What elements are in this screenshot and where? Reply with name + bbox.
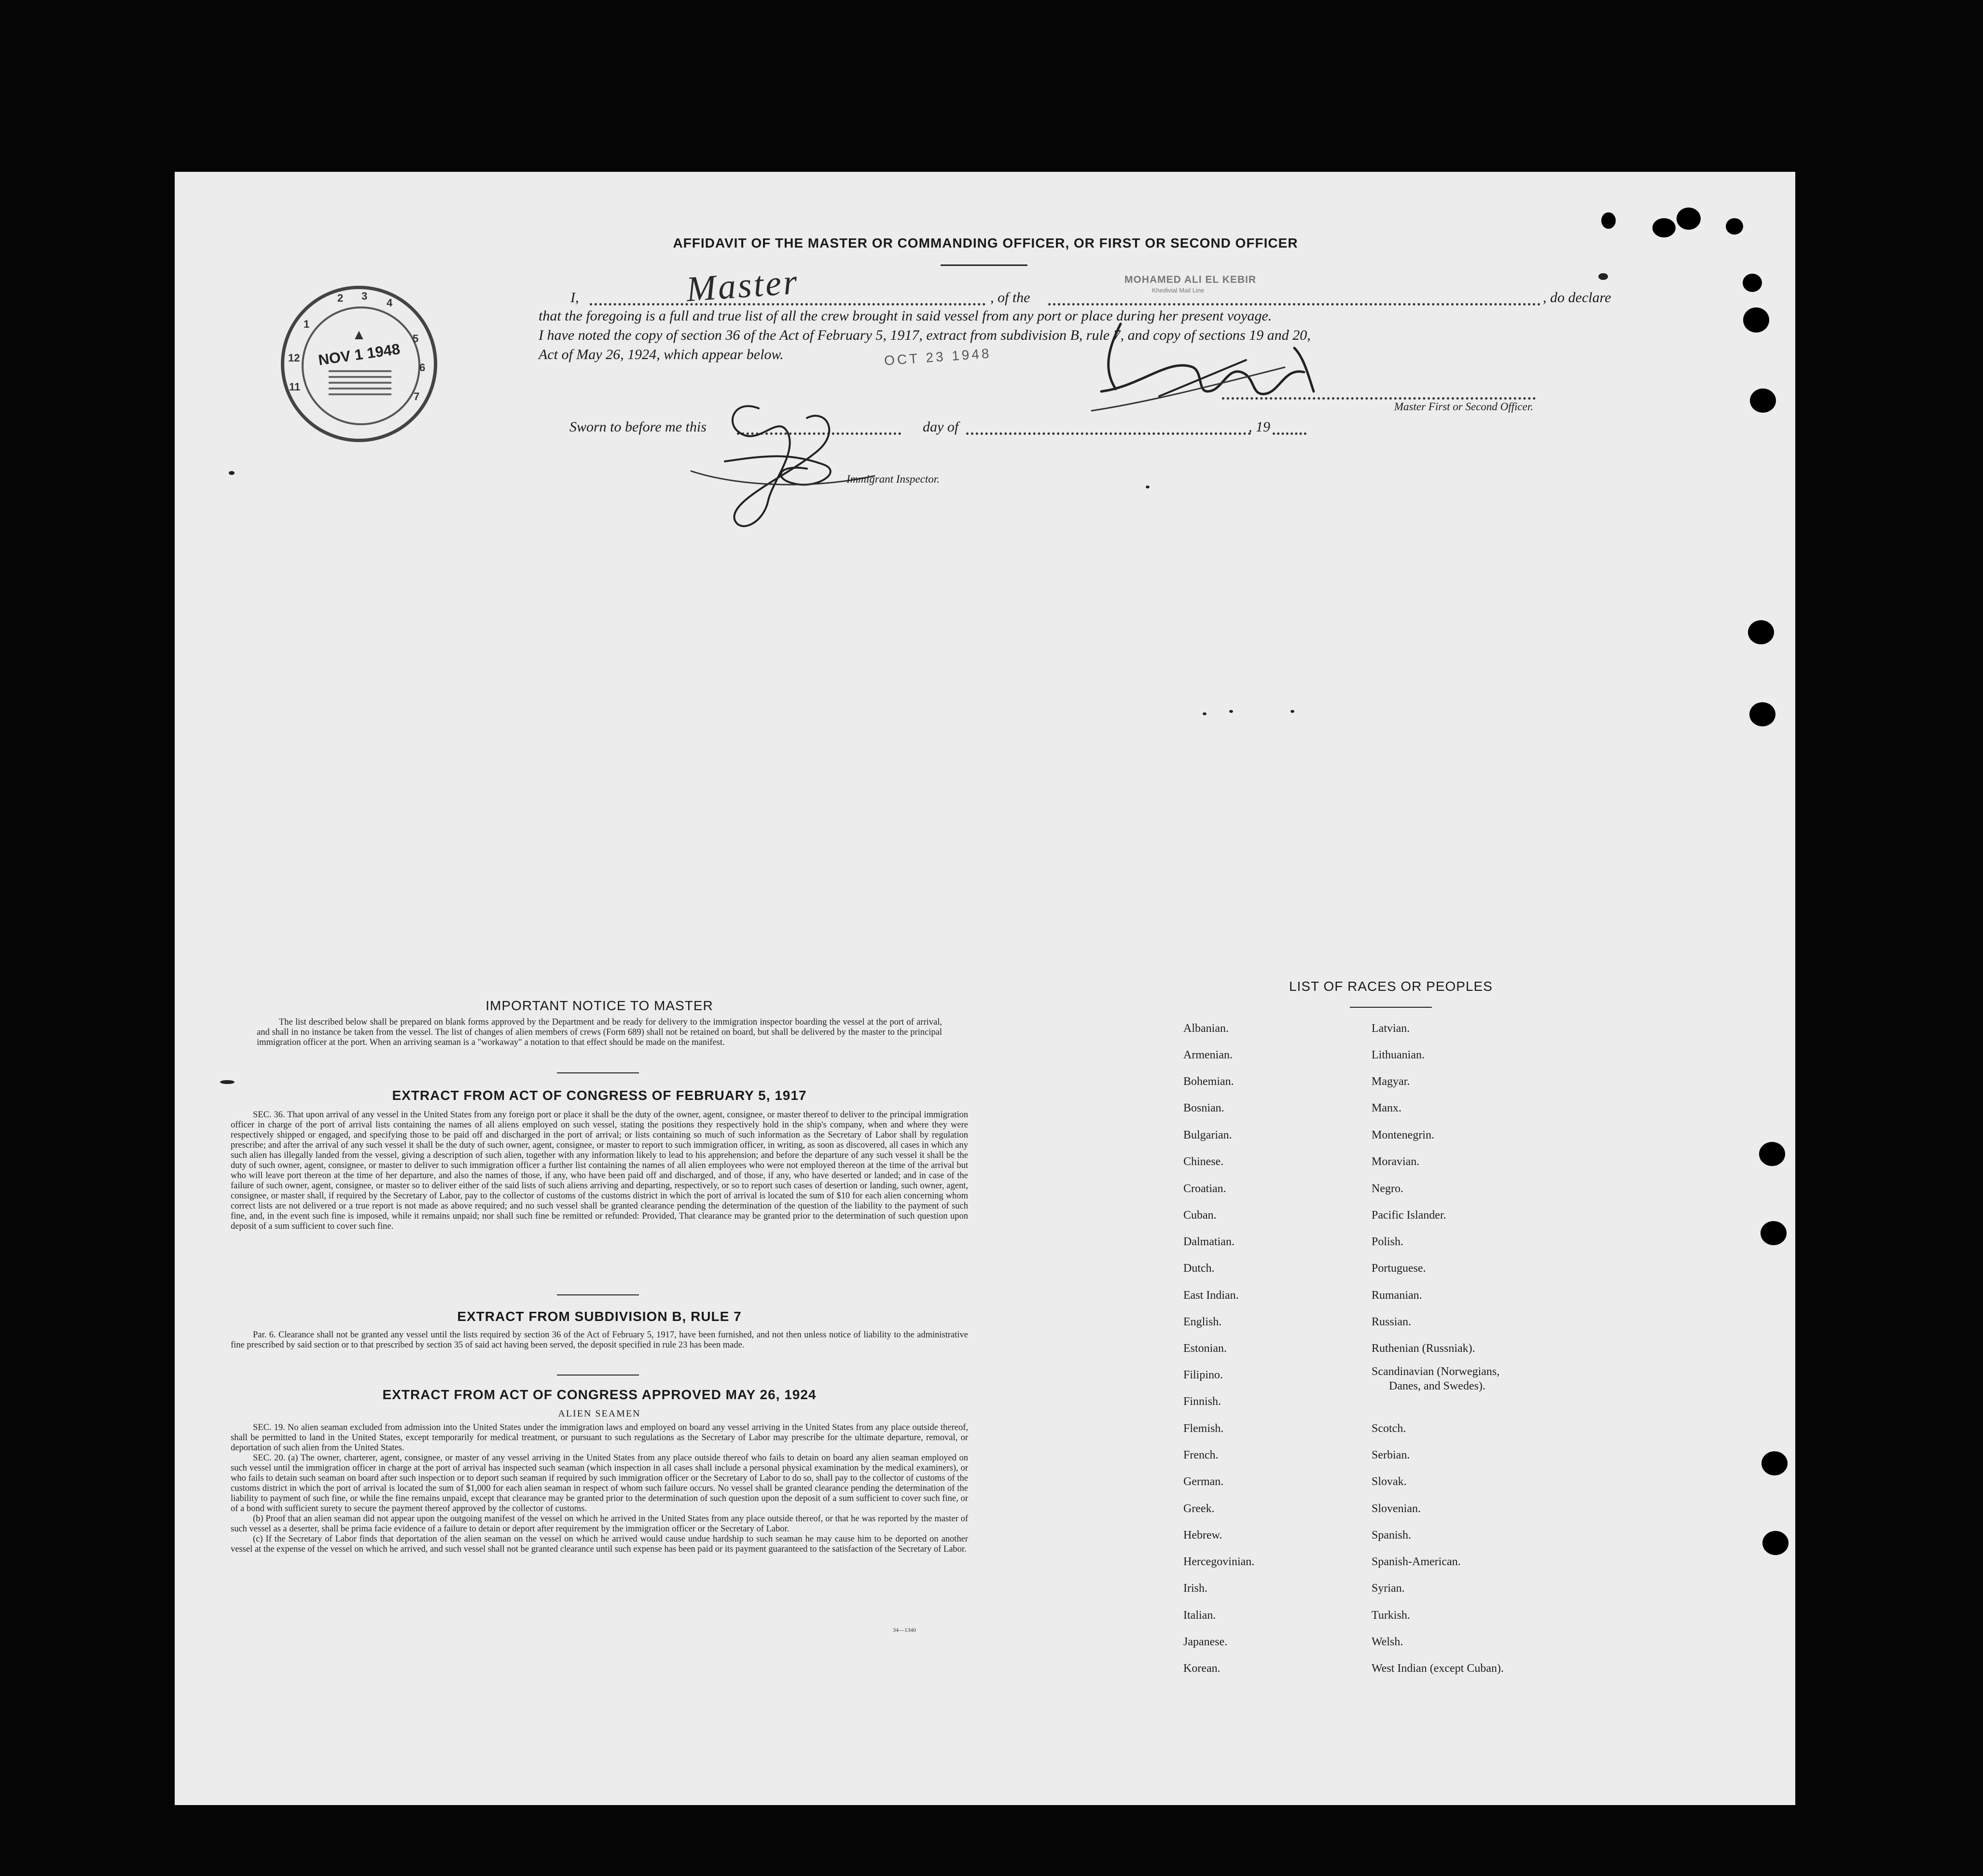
- race-item: Estonian.: [1183, 1342, 1227, 1355]
- race-item: Bohemian.: [1183, 1075, 1234, 1088]
- race-item: Irish.: [1183, 1582, 1207, 1595]
- race-item: Japanese.: [1183, 1636, 1228, 1648]
- race-item: Turkish.: [1372, 1609, 1410, 1622]
- race-item: Korean.: [1183, 1662, 1220, 1675]
- race-item: Italian.: [1183, 1609, 1216, 1622]
- extract-1917-rule: [557, 1294, 639, 1295]
- affidavit-line-3: I have noted the copy of section 36 of the Act of February 5, 1917, extract from subdivision B, rule 7, and copy of sections 19 and 20,: [539, 327, 1311, 343]
- race-item: Hebrew.: [1183, 1529, 1222, 1542]
- race-item: Serbian.: [1372, 1449, 1410, 1461]
- affidavit-line-2: that the foregoing is a full and true list of all the crew brought in said vessel from any port or place during her present voyage.: [539, 308, 1272, 324]
- scan-speck: [1229, 710, 1233, 713]
- scan-speck: [220, 1080, 235, 1084]
- race-item: Spanish-American.: [1372, 1556, 1461, 1568]
- races-title: LIST OF RACES OR PEOPLES: [1289, 979, 1493, 994]
- extract-rule7-paragraph: Par. 6. Clearance shall not be granted any vessel until the lists required by section 36 of the Act of February 5, 1917, have been furnished, and not then unless notice of liability to the administrative fine prescribed by said section or to that prescribed by section 35 of said act having been served, the deposit specified in rule 23 has been made.: [231, 1330, 968, 1350]
- race-item: Scandinavian (Norwegians,: [1372, 1365, 1500, 1378]
- inspector-caption: Immigrant Inspector.: [846, 473, 940, 485]
- section-20b-paragraph: (b) Proof that an alien seaman did not appear upon the outgoing manifest of the vessel on which he arrived in the United States from any place outside thereof, or that he was reported by the master of such vessel as a deserter, shall be prima facie evidence of a failure to detain or deport after requirement by the immigration officer or the Secretary of Labor.: [231, 1514, 968, 1534]
- race-item: Bosnian.: [1183, 1102, 1224, 1114]
- stamp-ring-number: 3: [361, 290, 368, 302]
- race-item: Finnish.: [1183, 1395, 1221, 1408]
- binder-hole: [1743, 274, 1762, 292]
- extract-rule7-text: [231, 1330, 968, 1350]
- binder-hole: [1749, 702, 1775, 726]
- stamp-ring-number: 4: [387, 297, 393, 309]
- scan-speck: [229, 471, 235, 475]
- binder-hole: [1748, 620, 1774, 644]
- title-rule: [941, 264, 1027, 266]
- section-20c-paragraph: (c) If the Secretary of Labor finds that deportation of the alien seaman on the vessel on which he arrived would cause undue hardship to such seaman he may cause him to be deported on another vessel at the expense of the vessel on which he arrived, and such vessel shall not be granted clearance until such expense has been paid or its payment guaranteed to the satisfaction of the Secretary of Labor.: [231, 1534, 968, 1554]
- scan-speck: [1290, 710, 1294, 713]
- race-item: Croatian.: [1183, 1182, 1226, 1195]
- race-item: English.: [1183, 1316, 1222, 1328]
- document-sheet: [175, 172, 1795, 1805]
- stamp-ring-number: 6: [419, 361, 426, 374]
- race-item: Polish.: [1372, 1236, 1404, 1248]
- master-name-field: [590, 303, 985, 306]
- stamp-eagle-icon: ▲: [352, 327, 366, 343]
- notice-title: IMPORTANT NOTICE TO MASTER: [485, 998, 713, 1013]
- top-edge-mark: [1726, 218, 1743, 235]
- race-item: Pacific Islander.: [1372, 1209, 1446, 1222]
- race-item: Albanian.: [1183, 1022, 1229, 1035]
- race-item: Cuban.: [1183, 1209, 1217, 1222]
- extract-1917-text: [231, 1110, 968, 1232]
- race-item: Bulgarian.: [1183, 1129, 1232, 1141]
- race-item: Armenian.: [1183, 1049, 1233, 1061]
- stamp-ring-number: 11: [289, 381, 301, 393]
- extract-1924-text: [231, 1423, 968, 1555]
- round-inspection-stamp: [281, 286, 437, 442]
- stamp-inscription: [329, 370, 391, 399]
- top-edge-mark: [1652, 218, 1676, 237]
- race-item: West Indian (except Cuban).: [1372, 1662, 1504, 1675]
- stamp-date: NOV 1 1948: [317, 340, 402, 369]
- stamp-ring-number: 5: [413, 333, 419, 345]
- officer-signature-line: [1222, 397, 1536, 400]
- race-item: Latvian.: [1372, 1022, 1410, 1035]
- race-item: Hercegovinian.: [1183, 1556, 1255, 1568]
- race-item: Spanish.: [1372, 1529, 1412, 1542]
- sworn-prefix: Sworn to before me this: [569, 419, 707, 435]
- stamp-ring-number: 12: [288, 352, 300, 364]
- race-item: Magyar.: [1372, 1075, 1410, 1088]
- sworn-year: , 19: [1248, 419, 1270, 435]
- top-edge-mark: [1677, 208, 1701, 230]
- binder-hole: [1762, 1531, 1789, 1555]
- affidavit-do-declare: , do declare: [1543, 290, 1611, 306]
- race-item: Syrian.: [1372, 1582, 1405, 1595]
- races-rule: [1350, 1007, 1432, 1008]
- race-item: Slovenian.: [1372, 1502, 1421, 1515]
- affidavit-title: AFFIDAVIT OF THE MASTER OR COMMANDING OFFICER, OR FIRST OR SECOND OFFICER: [673, 236, 1298, 250]
- section-19-paragraph: SEC. 19. No alien seaman excluded from admission into the United States under the immigration laws and employed on board any vessel arriving in the United States from any place outside thereof, shall be permitted to land in the United States, except temporarily for medical treatment, or pursuant to such regulations as the Secretary of Labor may prescribe for the ultimate departure, removal, or deportation of such alien from the United States.: [231, 1423, 968, 1453]
- race-item: Flemish.: [1183, 1422, 1224, 1435]
- race-item: French.: [1183, 1449, 1219, 1461]
- officer-signature-caption: Master First or Second Officer.: [1394, 401, 1533, 413]
- stamp-ring-number: 7: [414, 390, 420, 403]
- race-item: Russian.: [1372, 1316, 1412, 1328]
- scan-speck: [1598, 273, 1608, 280]
- race-item: Chinese.: [1183, 1155, 1224, 1168]
- scan-speck: [1146, 486, 1150, 488]
- binder-hole: [1743, 307, 1769, 333]
- race-item: Slovak.: [1372, 1475, 1407, 1488]
- race-item: Moravian.: [1372, 1155, 1420, 1168]
- race-item: Portuguese.: [1372, 1262, 1426, 1275]
- stamp-ring-number: 1: [304, 318, 310, 330]
- section-20a-paragraph: SEC. 20. (a) The owner, charterer, agent, consignee, or master of any vessel arriving in the United States from any place outside thereof who fails to detain on board any alien seaman employed on such vessel until the immigration officer in charge at the port of arrival has inspected such seaman (which inspection in all cases shall include a personal physical examination by the medical examiners), or who fails to detain such seaman on board after such inspection or to deport such seaman if required by such immigration officer or the Secretary of Labor to do so, shall pay to the collector of customs of the customs district in which the port of arrival is located the sum of $1,000 for each alien seaman in respect of whom such failure occurs. No vessel shall be granted clearance pending the determination of the liability to payment of such fine, or while the fine remains unpaid, except that clearance may be granted prior to the determination of such question upon the deposit of a sum sufficient to cover such fine, or of a bond with sufficient surety to secure the payment thereof approved by the collector of customs.: [231, 1453, 968, 1514]
- race-item: Manx.: [1372, 1102, 1401, 1114]
- race-item: German.: [1183, 1475, 1224, 1488]
- extract-1924-title: EXTRACT FROM ACT OF CONGRESS APPROVED MAY 26, 1924: [382, 1387, 817, 1402]
- extract-rule7-title: EXTRACT FROM SUBDIVISION B, RULE 7: [457, 1309, 742, 1324]
- race-item: Dutch.: [1183, 1262, 1215, 1275]
- binder-hole: [1750, 389, 1776, 413]
- notice-text: [257, 1017, 942, 1048]
- sworn-day-of: day of: [923, 419, 959, 435]
- extract-1924-subtitle: ALIEN SEAMEN: [558, 1408, 641, 1419]
- form-number: 34—1340: [893, 1626, 916, 1633]
- notice-rule: [557, 1072, 639, 1073]
- date-received-stamp: OCT 23 1948: [884, 346, 992, 368]
- race-item: Lithuanian.: [1372, 1049, 1425, 1061]
- binder-hole: [1759, 1142, 1785, 1166]
- race-item: Montenegrin.: [1372, 1129, 1434, 1141]
- extract-1917-paragraph: SEC. 36. That upon arrival of any vessel in the United States from any foreign port or place it shall be the duty of the owner, agent, consignee, or master thereof to deliver to the principal immigration officer in charge of the port of arrival lists containing the names of all aliens employed on such vessel, stating the positions they respectively hold in the ship's company, when and where they were respectively shipped or engaged, and specifying those to be paid off and discharged in the port of arrival; or lists containing so much of such information as the Secretary of Labor shall by regulation prescribe; and after the arrival of any such vessel it shall be the duty of such owner, agent, consignee, or master to report to such immigration officer, in writing, as soon as discovered, all cases in which any such alien has illegally landed from the vessel, giving a description of such alien, together with any information likely to lead to his apprehension; and before the departure of any such vessel it shall be the duty of such owner, agent, consignee, or master to deliver to such immigration officer a further list containing the names of all alien employees who were not employed thereon at the time of the arrival but who will leave port thereon at the time of her departure, and also the names of those, if any, who have been paid off and discharged, and of those, if any, who have deserted or landed; and in case of the failure of such owner, agent, consignee, or master so to deliver either of the said lists of such aliens arriving and departing, respectively, or so to report such cases of desertion or landing, such owner, agent, consignee, or master shall, if required by the Secretary of Labor, pay to the collector of customs of the customs district in which the port of arrival is located the sum of $10 for each alien concerning whom correct lists are not delivered or a true report is not made as above required; and no such vessel shall be granted clearance pending the determination of the question of the liability to the payment of such fine, and, in the event such fine is imposed, while it remains unpaid; nor shall such fine be remitted or refunded: Provided, That clearance may be granted prior to the determination of such question upon deposit of a sum sufficient to cover such fine.: [231, 1110, 968, 1231]
- binder-hole: [1761, 1221, 1787, 1245]
- extract-rule7-rule: [557, 1375, 639, 1376]
- race-item: Filipino.: [1183, 1369, 1223, 1381]
- race-item: Greek.: [1183, 1502, 1215, 1515]
- vessel-stamp-line: Khedivial Mail Line: [1152, 287, 1205, 294]
- race-item: Danes, and Swedes).: [1389, 1380, 1485, 1392]
- race-item: Scotch.: [1372, 1422, 1406, 1435]
- extract-1917-title: EXTRACT FROM ACT OF CONGRESS OF FEBRUARY 5, 1917: [392, 1088, 807, 1103]
- stamp-ring-number: 2: [337, 292, 344, 304]
- sworn-year-field: [1273, 432, 1306, 435]
- race-item: Dalmatian.: [1183, 1236, 1234, 1248]
- sworn-month-field: [966, 432, 1251, 435]
- race-item: Rumanian.: [1372, 1289, 1422, 1302]
- affidavit-handwritten-name: Master: [685, 262, 801, 310]
- affidavit-of-the-label: , of the: [990, 290, 1030, 306]
- race-item: Negro.: [1372, 1182, 1403, 1195]
- notice-paragraph: The list described below shall be prepared on blank forms approved by the Department and be ready for delivery to the immigration inspector boarding the vessel at the port of arrival, and shall in no instance be taken from the vessel. The list of changes of alien members of crews (Form 689) shall not be retained on board, but shall be delivered by the master to the principal immigration officer at the port. When an arriving seaman is a "workaway" a notation to that effect should be made on the manifest.: [257, 1017, 942, 1047]
- affidavit-i-label: I,: [570, 290, 579, 306]
- inspector-signature: [662, 379, 894, 539]
- vessel-stamp-name: MOHAMED ALI EL KEBIR: [1124, 274, 1257, 285]
- binder-hole: [1761, 1451, 1788, 1475]
- race-item: East Indian.: [1183, 1289, 1239, 1302]
- race-item: Welsh.: [1372, 1636, 1403, 1648]
- top-edge-mark: [1601, 212, 1616, 229]
- scan-speck: [1203, 712, 1206, 715]
- affidavit-line-4: Act of May 26, 1924, which appear below.: [539, 347, 784, 362]
- race-item: Ruthenian (Russniak).: [1372, 1342, 1475, 1355]
